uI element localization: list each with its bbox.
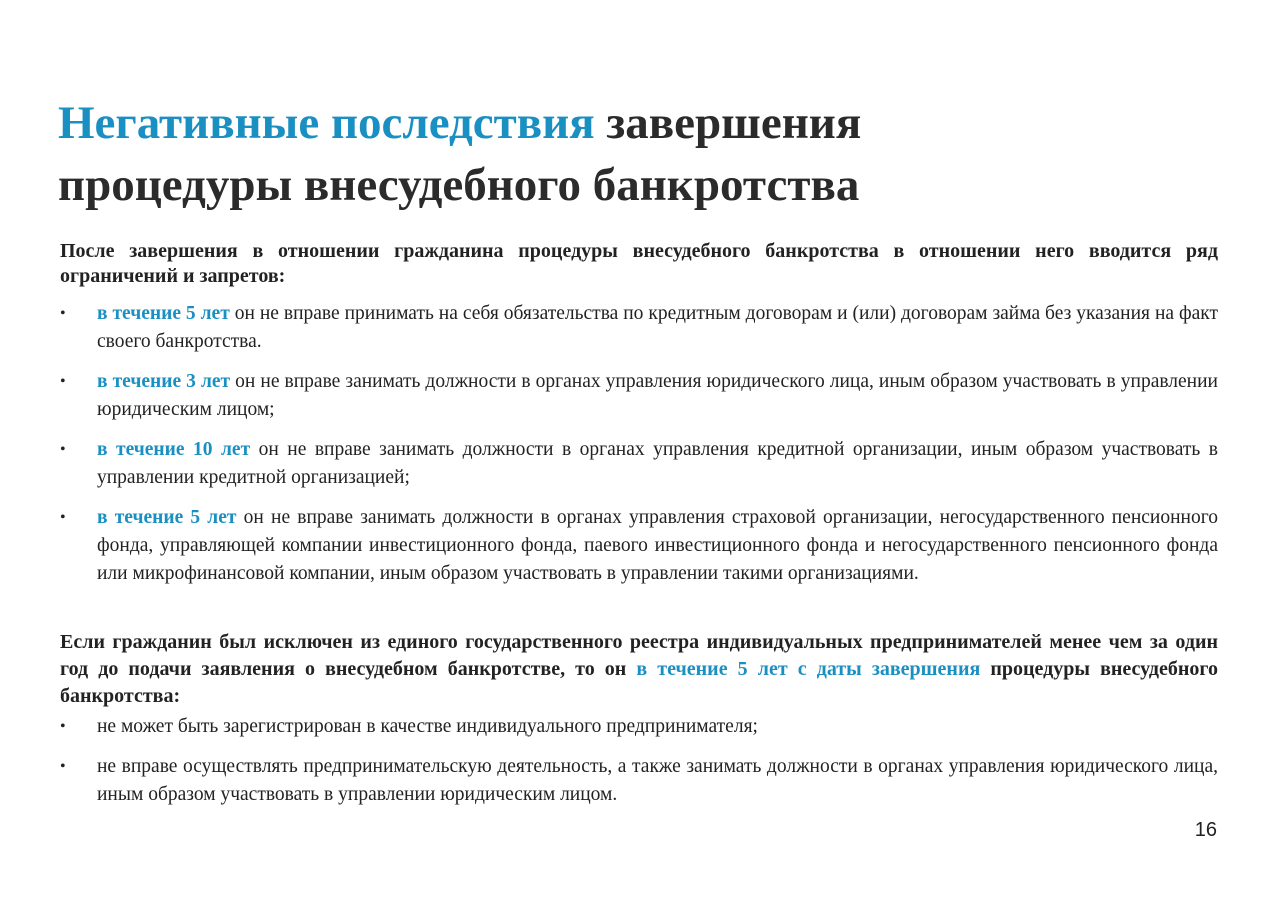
- entrepreneur-highlight: в течение 5 лет с даты завершения: [636, 658, 981, 680]
- list-item: [60, 436, 1218, 492]
- list-item: [60, 753, 1218, 809]
- entrepreneur-list: [60, 713, 1218, 821]
- restriction-text: он не вправе занимать должности в органах управления юридического лица, иным образом участвовать в управлении юридическим лицом;: [97, 371, 1218, 420]
- period-highlight: в течение 3 лет: [97, 371, 231, 392]
- bullet-icon: •: [60, 718, 66, 735]
- period-highlight: в течение 5 лет: [97, 507, 237, 528]
- restriction-text: он не вправе занимать должности в органах управления кредитной организации, иным образом участвовать в управлении кредитной организацией;: [97, 439, 1219, 488]
- slide-title: [58, 92, 1058, 216]
- restriction-text: он не вправе занимать должности в органах управления страховой организации, негосударственного пенсионного фонда, управляющей компании инвестиционного фонда, паевого инвестиционного фонда и негосударственного пенсионного фонда или микрофинансовой компании, иным образом участвовать в управлении такими организациями.: [97, 507, 1218, 584]
- restrictions-list: [60, 300, 1218, 600]
- entrepreneur-text-before: Если гражданин был исключен из единого государственного реестра индивидуальных предпринимателей менее чем за один год до подачи заявления о внесудебном банкротстве, то он: [60, 631, 1218, 680]
- restriction-text: он не вправе принимать на себя обязательства по кредитным договорам и (или) договорам займа без указания на факт своего банкротства.: [97, 303, 1218, 352]
- entrepreneur-text-after: процедуры внесудебного банкротства:: [60, 658, 1218, 707]
- entrepreneur-item-text: не может быть зарегистрирован в качестве индивидуального предпринимателя;: [97, 716, 758, 737]
- list-item: [60, 368, 1218, 424]
- page-number: 16: [1194, 819, 1217, 841]
- title-accent: Негативные последствия: [58, 97, 595, 149]
- bullet-icon: •: [60, 305, 66, 322]
- period-highlight: в течение 5 лет: [97, 303, 230, 324]
- list-item: [60, 300, 1218, 356]
- bullet-icon: •: [60, 758, 66, 775]
- entrepreneur-item-text: не вправе осуществлять предпринимательскую деятельность, а также занимать должности в органах управления юридического лица, иным образом участвовать в управлении юридическим лицом.: [97, 756, 1218, 805]
- bullet-icon: •: [60, 373, 66, 390]
- bullet-icon: •: [60, 441, 66, 458]
- entrepreneur-paragraph: [60, 629, 1218, 710]
- list-item: [60, 504, 1218, 588]
- bullet-icon: •: [60, 509, 66, 526]
- period-highlight: в течение 10 лет: [97, 439, 251, 460]
- intro-paragraph: После завершения в отношении гражданина процедуры внесудебного банкротства в отношении него вводится ряд ограничений и запретов:: [60, 240, 1218, 287]
- title-rest: завершения процедуры внесудебного банкротства: [58, 97, 862, 211]
- list-item: [60, 713, 1218, 741]
